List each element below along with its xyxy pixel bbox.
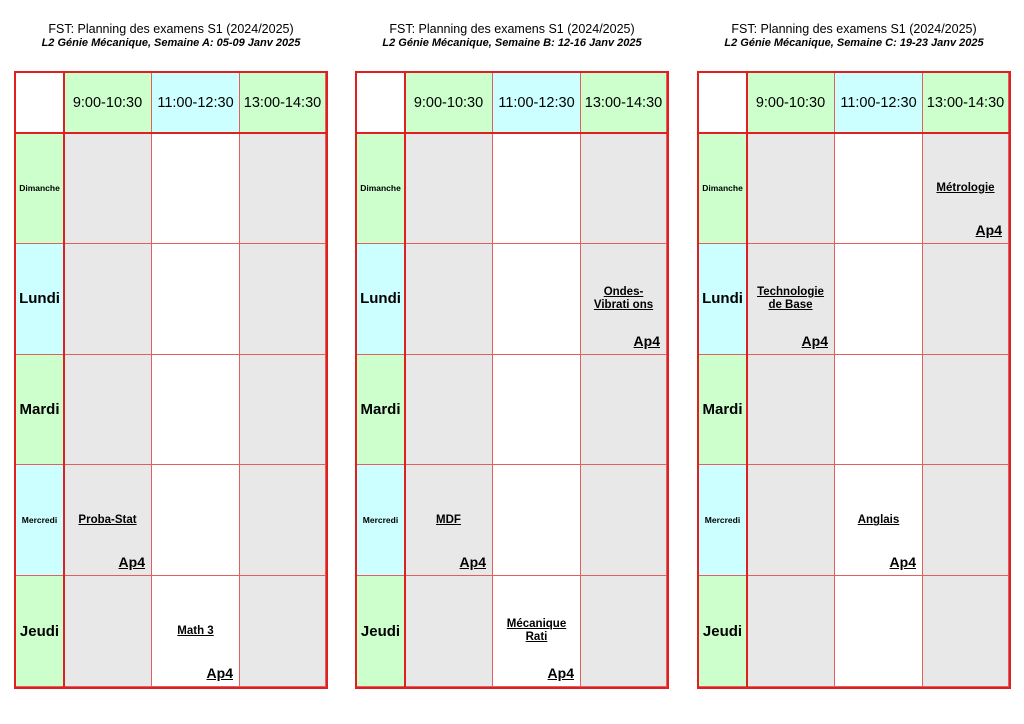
schedule-cell (923, 133, 1009, 244)
corner-cell (357, 73, 405, 133)
day-label: Mercredi (16, 465, 64, 576)
week-subtitle: L2 Génie Mécanique, Semaine A: 05-09 Janv 2025 (41, 37, 301, 49)
exam-subject[interactable]: MDF (436, 514, 461, 527)
day-label: Mardi (357, 355, 405, 466)
day-label: Mercredi (699, 465, 747, 576)
schedule-cell (240, 355, 326, 466)
schedule-cell (405, 133, 493, 244)
time-slot-header: 13:00-14:30 (581, 73, 667, 133)
day-label: Dimanche (16, 133, 64, 244)
schedule-cell (581, 355, 667, 466)
day-label: Jeudi (16, 576, 64, 687)
schedule-cell (64, 355, 152, 466)
week-subtitle: L2 Génie Mécanique, Semaine C: 19-23 Janv 2025 (724, 37, 984, 49)
schedule-cell (835, 465, 923, 576)
schedule-cell (64, 465, 152, 576)
schedule-cell (152, 465, 240, 576)
schedule-cell (405, 244, 493, 355)
day-label: Mercredi (357, 465, 405, 576)
day-label: Dimanche (699, 133, 747, 244)
grid-divider-vertical (746, 73, 748, 687)
schedule-title: FST: Planning des examens S1 (2024/2025) (48, 22, 294, 36)
schedule-cell (405, 355, 493, 466)
time-slot-header: 9:00-10:30 (64, 73, 152, 133)
exam-subject[interactable]: Math 3 (177, 625, 214, 638)
exam-subject[interactable]: Anglais (857, 514, 900, 527)
exam-room[interactable]: Ap4 (633, 332, 660, 349)
grid-divider-horizontal (357, 132, 667, 134)
schedule-cell (240, 244, 326, 355)
day-label: Mardi (699, 355, 747, 466)
exam-room[interactable]: Ap4 (206, 664, 233, 681)
schedule-cell (152, 576, 240, 687)
exam-grid (355, 71, 669, 689)
exam-room[interactable]: Ap4 (889, 554, 916, 571)
day-label: Jeudi (699, 576, 747, 687)
week-subtitle: L2 Génie Mécanique, Semaine B: 12-16 Janv 2025 (382, 37, 642, 49)
day-label: Lundi (699, 244, 747, 355)
schedule-cell (152, 133, 240, 244)
schedule-cell (64, 133, 152, 244)
exam-room[interactable]: Ap4 (801, 332, 828, 349)
schedule-cell (240, 465, 326, 576)
exam-subject[interactable]: Technologie de Base (757, 285, 824, 311)
schedule-cell (493, 244, 581, 355)
schedule-cell (923, 355, 1009, 466)
schedule-cell (240, 576, 326, 687)
grid-divider-vertical (404, 73, 406, 687)
schedule-cell (493, 133, 581, 244)
grid-divider-horizontal (16, 132, 326, 134)
schedule-cell (835, 355, 923, 466)
schedule-cell (405, 576, 493, 687)
schedule-title: FST: Planning des examens S1 (2024/2025) (731, 22, 977, 36)
exam-subject[interactable]: Ondes-Vibrati ons (593, 285, 654, 311)
schedule-title: FST: Planning des examens S1 (2024/2025) (389, 22, 635, 36)
time-slot-header: 11:00-12:30 (493, 73, 581, 133)
schedule-cell (152, 355, 240, 466)
day-label: Dimanche (357, 133, 405, 244)
time-slot-header: 9:00-10:30 (747, 73, 835, 133)
schedule-cell (581, 133, 667, 244)
time-slot-header: 13:00-14:30 (240, 73, 326, 133)
exam-grid (14, 71, 328, 689)
schedule-cell (493, 355, 581, 466)
exam-room[interactable]: Ap4 (118, 554, 145, 571)
schedule-cell (64, 244, 152, 355)
day-label: Mardi (16, 355, 64, 466)
schedule-cell (493, 465, 581, 576)
schedule-cell (923, 576, 1009, 687)
schedule-cell (747, 465, 835, 576)
schedule-cell (405, 465, 493, 576)
exam-subject[interactable]: Mécanique Rati (506, 618, 567, 644)
schedule-cell (747, 355, 835, 466)
exam-subject[interactable]: Métrologie (936, 182, 995, 194)
exam-room[interactable]: Ap4 (975, 221, 1002, 238)
exam-room[interactable]: Ap4 (459, 554, 486, 571)
day-label: Lundi (16, 244, 64, 355)
day-label: Jeudi (357, 576, 405, 687)
schedule-cell (152, 244, 240, 355)
grid-divider-vertical (63, 73, 65, 687)
exam-subject[interactable]: Proba-Stat (78, 514, 137, 527)
schedule-cell (835, 576, 923, 687)
corner-cell (16, 73, 64, 133)
schedule-cell (747, 576, 835, 687)
schedule-cell (240, 133, 326, 244)
time-slot-header: 13:00-14:30 (923, 73, 1009, 133)
exam-grid (697, 71, 1011, 689)
schedule-cell (581, 465, 667, 576)
time-slot-header: 9:00-10:30 (405, 73, 493, 133)
schedule-cell (581, 244, 667, 355)
schedule-cell (747, 244, 835, 355)
exam-room[interactable]: Ap4 (547, 664, 574, 681)
time-slot-header: 11:00-12:30 (835, 73, 923, 133)
schedule-cell (747, 133, 835, 244)
schedule-cell (493, 576, 581, 687)
schedule-cell (923, 465, 1009, 576)
grid-divider-horizontal (699, 132, 1009, 134)
schedule-cell (64, 576, 152, 687)
schedule-cell (581, 576, 667, 687)
day-label: Lundi (357, 244, 405, 355)
schedule-cell (835, 244, 923, 355)
time-slot-header: 11:00-12:30 (152, 73, 240, 133)
corner-cell (699, 73, 747, 133)
schedule-cell (923, 244, 1009, 355)
schedule-cell (835, 133, 923, 244)
